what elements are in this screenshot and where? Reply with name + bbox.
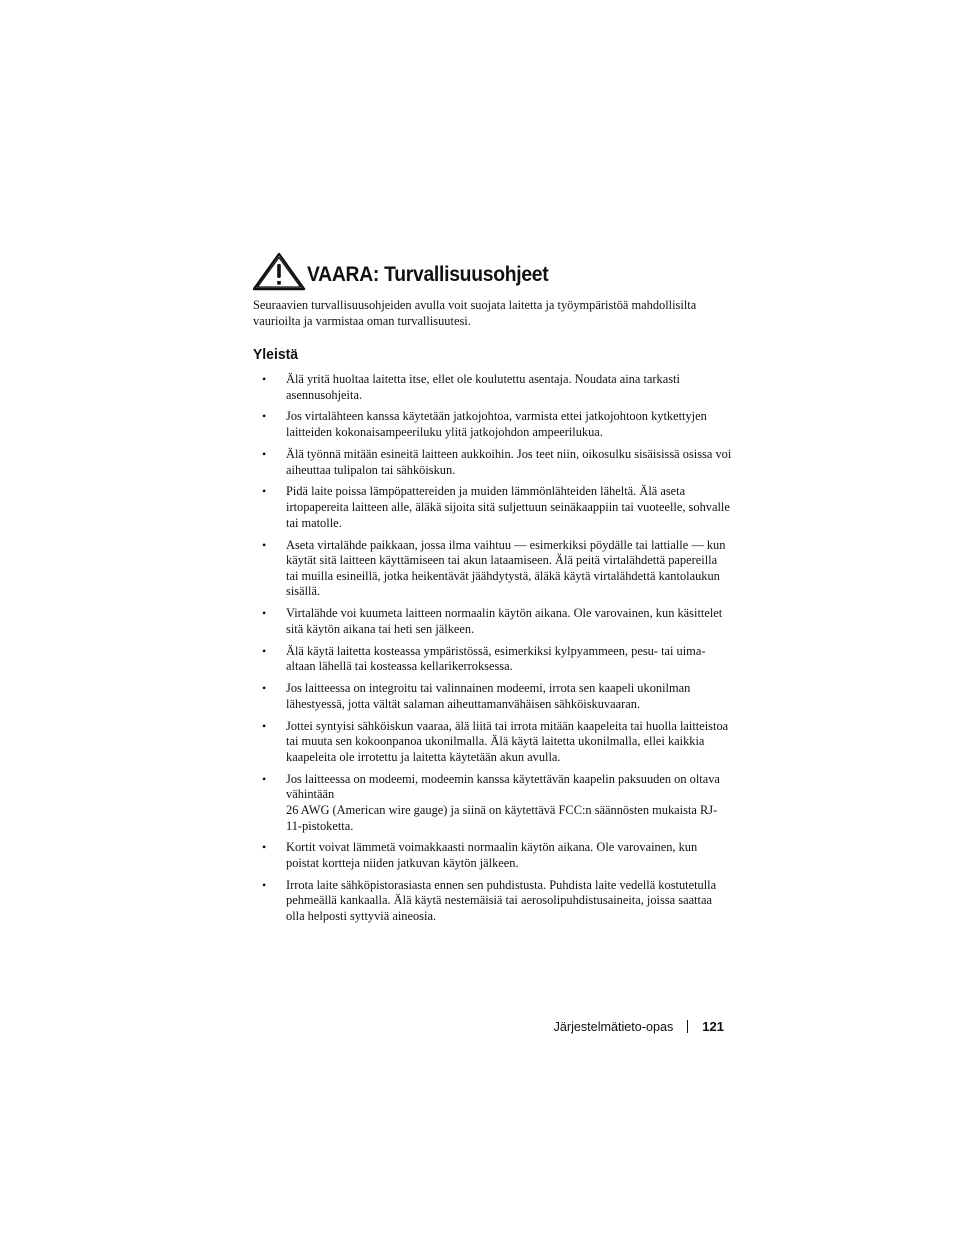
list-item-text: Jottei syntyisi sähköiskun vaaraa, älä liitä tai irrota mitään kaapeleita tai huolla laitteistoa tai muuta sen kokoonpanoa ukonilmalla. Älä käytä laitetta ukonilmalla, ellei kaikkia kaapeleita ole irrotettu ja laitetta käytetään akun avulla. [286, 718, 729, 764]
safety-list [258, 372, 732, 931]
list-item [258, 719, 732, 766]
footer-doc-title: Järjestelmätieto-opas [553, 1019, 674, 1034]
list-item-text: Jos laitteessa on modeemi, modeemin kanssa käytettävän kaapelin paksuuden on oltava vähintään 26 AWG (American wire gauge) ja siinä on käytettävä FCC:n säännösten mukaista RJ-11-pistoketta. [286, 771, 720, 833]
list-item [258, 772, 732, 834]
page-number: 121 [702, 1019, 724, 1034]
list-item-text: Älä käytä laitetta kosteassa ympäristössä, esimerkiksi kylpyammeen, pesu- tai uima-altaan lähellä tai kosteassa kellarikerroksessa. [286, 643, 706, 674]
footer-divider [687, 1020, 688, 1033]
bullet-icon: • [262, 877, 267, 892]
list-item-text: Jos laitteessa on integroitu tai valinnainen modeemi, irrota sen kaapeli ukonilman lähestyessä, jotta vältät salaman aiheuttamanvähäisen sähköiskuvaaran. [286, 681, 691, 711]
warning-triangle-icon [253, 252, 307, 292]
section-title: Yleistä [253, 346, 298, 363]
list-item-text: Pidä laite poissa lämpöpattereiden ja muiden lämmönlähteiden läheltä. Älä aseta irtopapereita laitteen alle, äläkä sijoita sitä suljettuun seinäkaappiin tai vuoteelle, sohvalle tai matolle. [286, 484, 730, 530]
list-item-text: Kortit voivat lämmetä voimakkaasti normaalin käytön aikana. Ole varovainen, kun poistat kortteja niiden jatkuvan käytön jälkeen. [286, 840, 698, 870]
bullet-icon: • [262, 606, 267, 621]
intro-paragraph: Seuraavien turvallisuusohjeiden avulla voit suojata laitetta ja työympäristöä mahdollisilta vaurioilta ja varmistaa oman turvallisuutesi. [253, 298, 697, 328]
list-item [258, 644, 732, 675]
list-item [258, 409, 732, 440]
list-item [258, 538, 732, 600]
page-footer [554, 1019, 724, 1034]
list-item-text: Älä työnnä mitään esineitä laitteen aukkoihin. Jos teet niin, oikosulku sisäisissä osissa voi aiheuttaa tulipalon tai sähköiskun. [286, 446, 732, 477]
list-item [258, 840, 732, 871]
list-item [258, 681, 732, 712]
list-item [258, 606, 732, 637]
list-item-text: Aseta virtalähde paikkaan, jossa ilma vaihtuu — esimerkiksi pöydälle tai lattialle — kun käytät sitä laitteen käyttämiseen tai akun lataamiseen. Älä peitä virtalähdettä papereilla tai muilla esineillä, jotka heikentävät jäähdytystä, äläkä käytä virtalähdettä kantolaukun sisällä. [286, 537, 726, 599]
list-item [258, 447, 732, 478]
bullet-icon: • [262, 537, 267, 552]
bullet-icon: • [262, 840, 267, 855]
list-item-text: Älä yritä huoltaa laitetta itse, ellet ole koulutettu asentaja. Noudata aina tarkasti asennusohjeita. [286, 372, 680, 402]
list-item [258, 878, 732, 925]
bullet-icon: • [262, 409, 267, 424]
list-item-text: Jos virtalähteen kanssa käytetään jatkojohtoa, varmista ettei jatkojohtoon kytkettyjen laitteiden kokonaisampeeriluku ylitä jatkojohdon ampeerilukua. [286, 409, 707, 440]
bullet-icon: • [262, 771, 267, 786]
page-title: VAARA: Turvallisuusohjeet [307, 263, 549, 286]
list-item-text: Irrota laite sähköpistorasiasta ennen sen puhdistusta. Puhdista laite vedellä kostutetulla pehmeällä kankaalla. Älä käytä nestemäisiä tai aerosolipuhdistusaineita, joissa saattaa olla helposti syttyviä aineosia. [286, 877, 717, 924]
bullet-icon: • [262, 718, 267, 733]
bullet-icon: • [262, 643, 267, 658]
page-heading [253, 252, 569, 292]
bullet-icon: • [262, 681, 267, 696]
list-item-text: Virtalähde voi kuumeta laitteen normaalin käytön aikana. Ole varovainen, kun käsittelet sitä käytön aikana tai heti sen jälkeen. [286, 606, 723, 636]
bullet-icon: • [262, 484, 267, 499]
bullet-icon: • [262, 446, 267, 461]
list-item [258, 484, 732, 531]
list-item [258, 372, 732, 403]
bullet-icon: • [262, 372, 267, 386]
